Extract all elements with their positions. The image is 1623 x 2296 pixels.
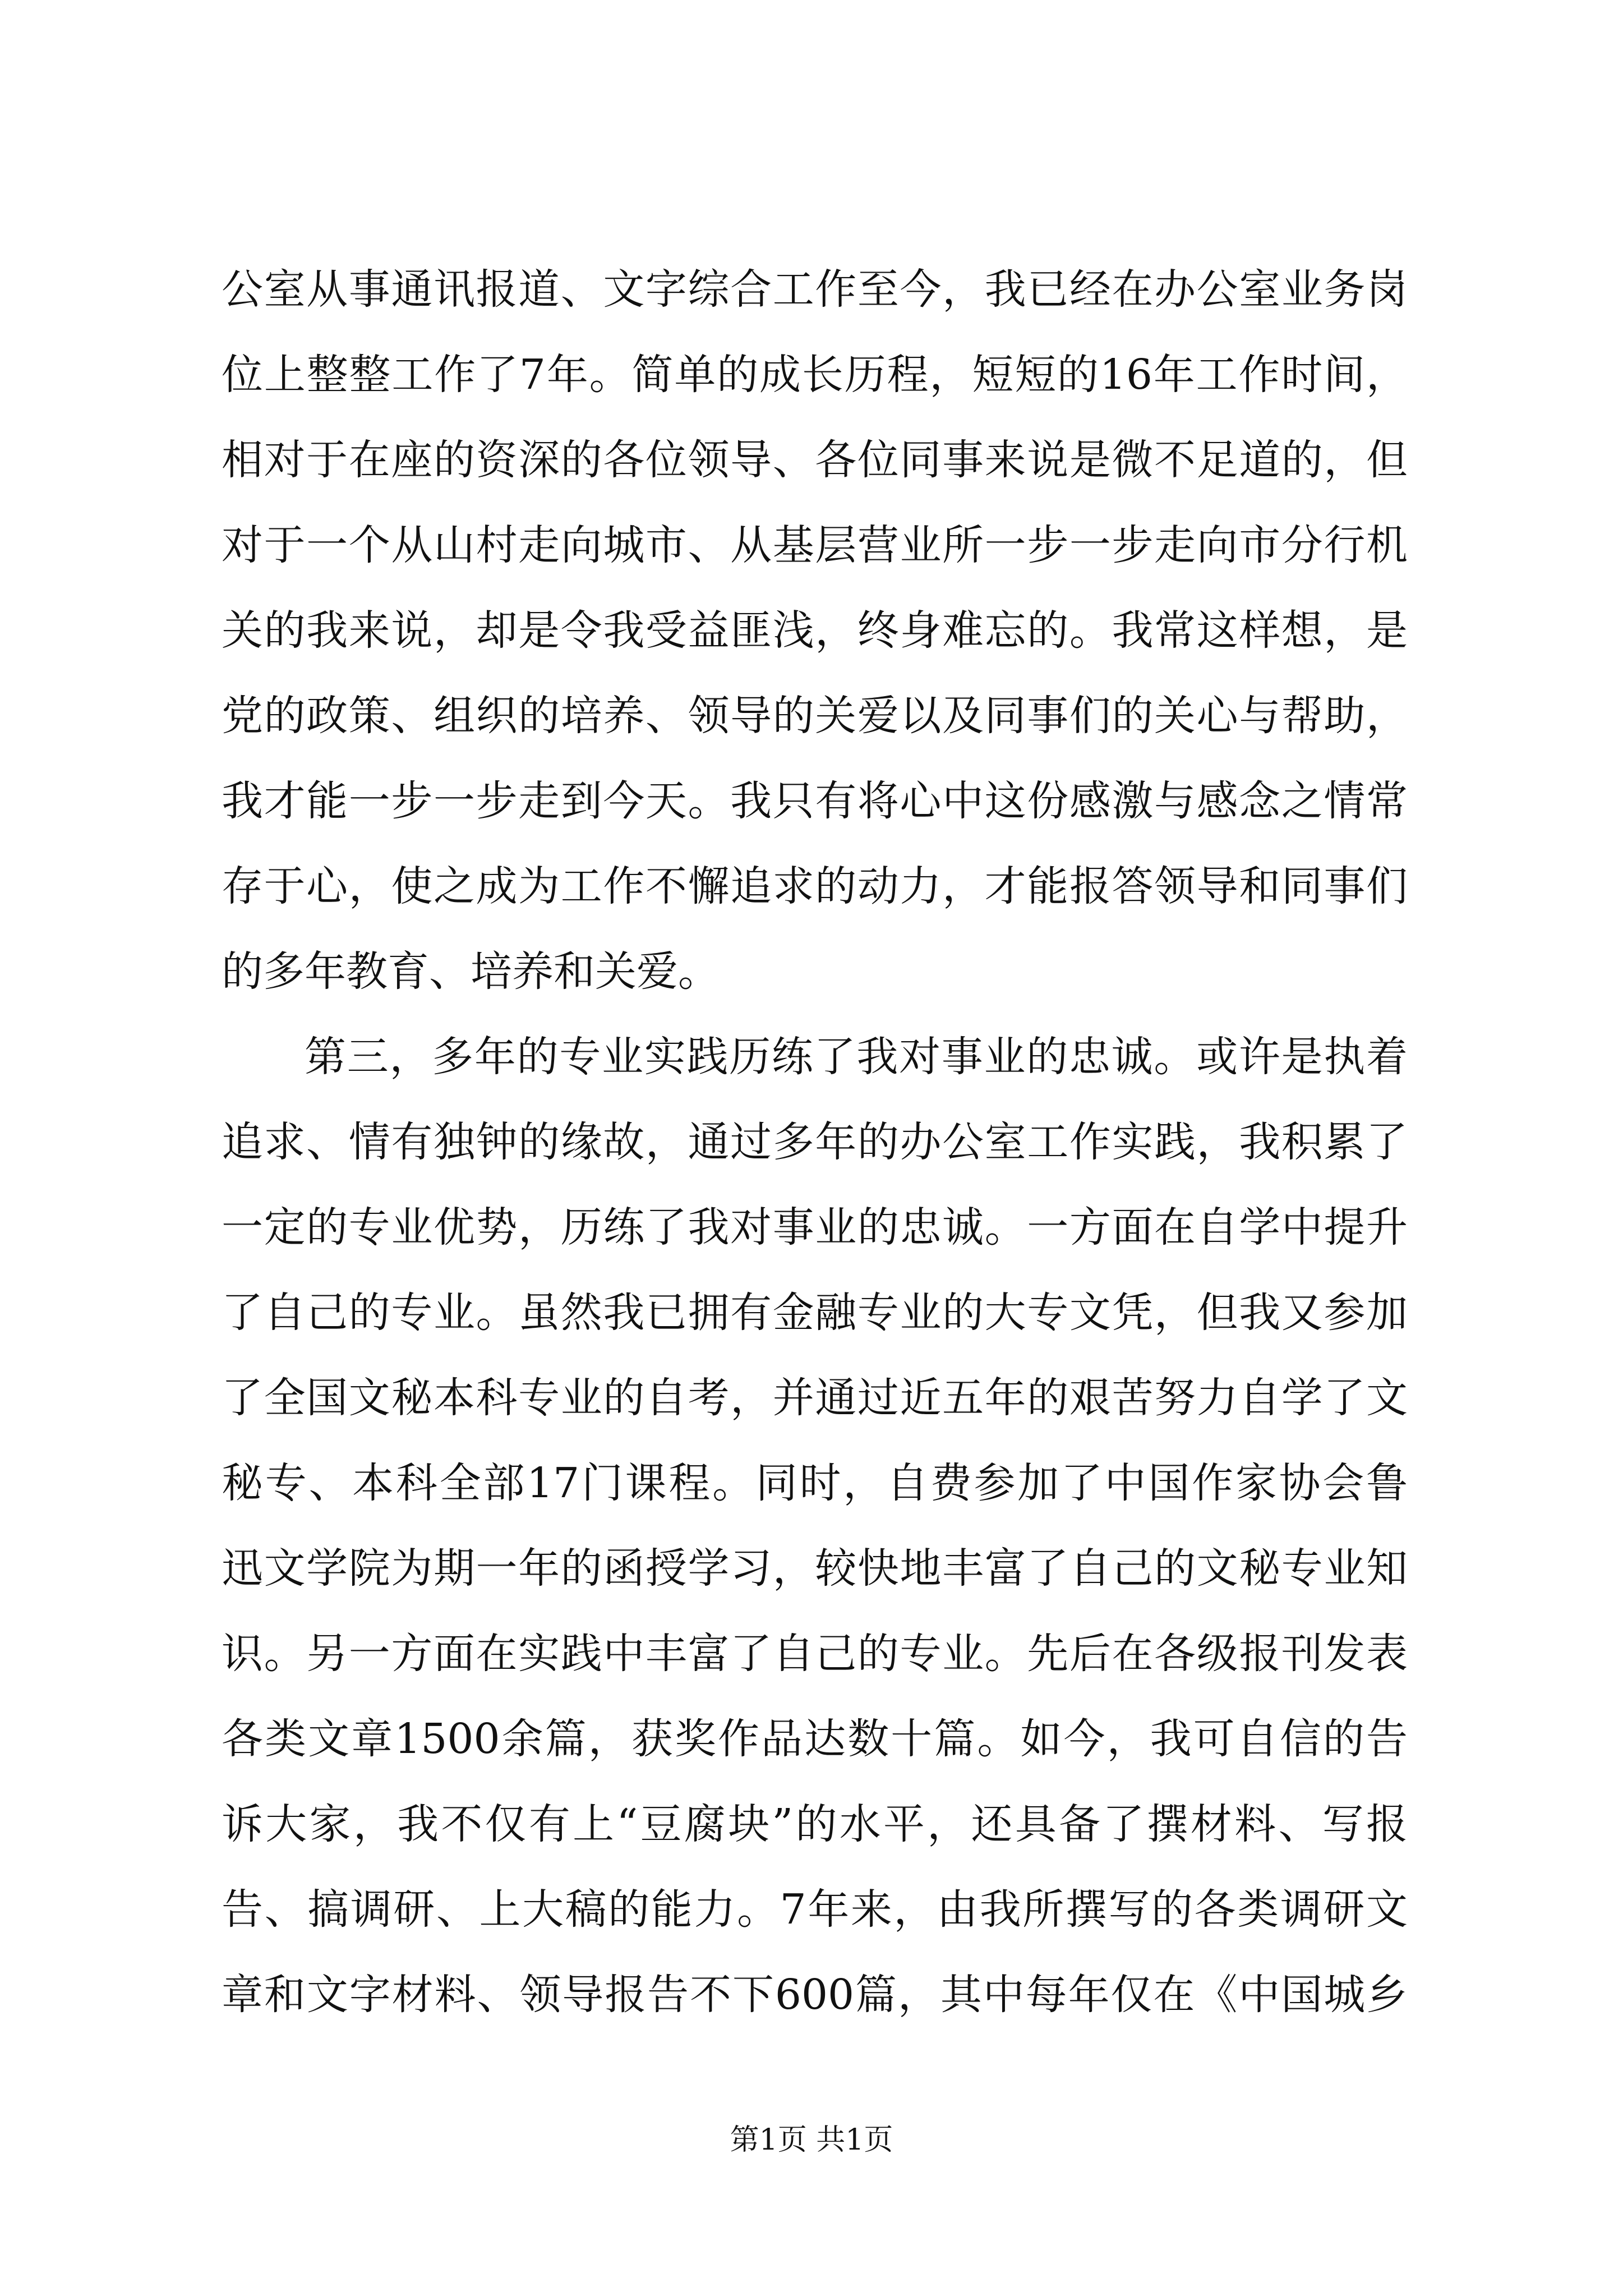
text-line: 各类文章1500余篇，获奖作品达数十篇。如今，我可自信的告 (222, 1715, 1408, 1763)
text-line: 迅文学院为期一年的函授学习，较快地丰富了自己的文秘专业知 (222, 1544, 1408, 1593)
text-line: 第三，多年的专业实践历练了我对事业的忠诚。或许是执着 (305, 1033, 1408, 1081)
text-line: 对于一个从山村走向城市、从基层营业所一步一步走向市分行机 (222, 521, 1408, 569)
text-line: 的多年教育、培养和关爱。 (222, 947, 720, 996)
text-line: 诉大家，我不仅有上“豆腐块”的水平，还具备了撰材料、写报 (222, 1800, 1408, 1848)
text-line: 了全国文秘本科专业的自考，并通过近五年的艰苦努力自学了文 (222, 1374, 1408, 1422)
text-line: 一定的专业优势，历练了我对事业的忠诚。一方面在自学中提升 (222, 1203, 1408, 1251)
body-text (222, 247, 1408, 2037)
paragraph-2 (222, 1014, 1408, 2037)
text-line: 相对于在座的资深的各位领导、各位同事来说是微不足道的，但 (222, 436, 1408, 484)
text-line: 存于心，使之成为工作不懈追求的动力，才能报答领导和同事们 (222, 862, 1408, 910)
text-line: 秘专、本科全部17门课程。同时，自费参加了中国作家协会鲁 (222, 1459, 1408, 1507)
text-line: 追求、情有独钟的缘故，通过多年的办公室工作实践，我积累了 (222, 1118, 1408, 1166)
page-number: 第1页 共1页 (730, 2123, 893, 2157)
text-line: 章和文字材料、领导报告不下600篇，其中每年仅在《中国城乡 (222, 1971, 1408, 2019)
text-line: 了自己的专业。虽然我已拥有金融专业的大专文凭，但我又参加 (222, 1289, 1408, 1337)
text-line: 位上整整工作了7年。简单的成长历程，短短的16年工作时间， (222, 351, 1408, 399)
page-footer (0, 2120, 1623, 2160)
text-line: 我才能一步一步走到今天。我只有将心中这份感激与感念之情常 (222, 777, 1408, 825)
text-line: 关的我来说，却是令我受益匪浅，终身难忘的。我常这样想，是 (222, 606, 1408, 655)
text-line: 公室从事通讯报道、文字综合工作至今，我已经在办公室业务岗 (222, 265, 1408, 314)
paragraph-1 (222, 247, 1408, 1014)
text-line: 识。另一方面在实践中丰富了自己的专业。先后在各级报刊发表 (222, 1630, 1408, 1678)
text-line: 党的政策、组织的培养、领导的关爱以及同事们的关心与帮助， (222, 692, 1408, 740)
text-line: 告、搞调研、上大稿的能力。7年来，由我所撰写的各类调研文 (222, 1885, 1408, 1934)
